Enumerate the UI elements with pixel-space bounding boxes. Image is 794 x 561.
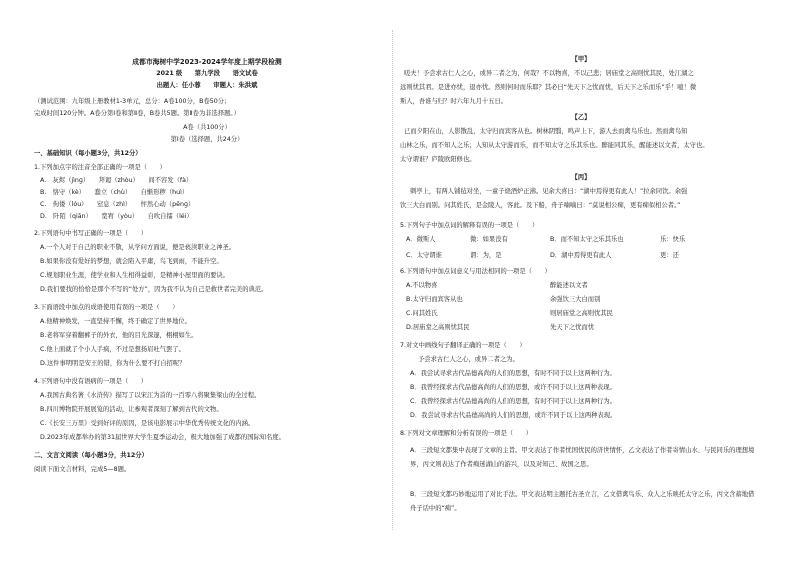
q7-option-a: A．我尝试寻求古代品德高尚的人们的思想，有时不同于以上这两种行为。 [410,370,616,377]
left-column [34,0,380,561]
q5-option-b-gloss: 乐：快乐 [660,236,686,243]
q6-option-c-right: 则居庙堂之高则忧其民 [550,310,613,317]
q6-option-b-left: B.太守归而宾客从也 [406,296,463,303]
q5-option-c-gloss: 谓：为，是 [470,252,502,259]
q6-option-c-left: C.问其姓氏 [406,310,438,317]
q7-option-b: B．我曾经探求古代品德高尚的人们的思想，或许不同于以上这两种表现。 [410,384,616,391]
section-2-title: 二、文言文阅读（每小题3分，共12分） [34,452,148,459]
q6-option-a-left: A.不以物喜 [406,282,438,289]
q5-option-a: A．微斯人 [406,236,436,243]
q6-option-d-left: D.居庙堂之高则忧其民 [406,324,470,331]
part-one-heading: 第Ⅰ卷（选择题，共24分） [170,136,244,143]
q3-option-a: A.他精神焕发，一直坚持不懈，终于确定了世界地位。 [40,318,192,325]
passage-yi-line-1: 已而夕阳在山，人影散乱，太守归而宾客从也。树林阴翳，鸣声上下，游人去而禽鸟乐也。然而禽鸟知 [404,128,688,135]
q2-option-d: D.我们要找的恰恰是那个不写的“处方”，因为我不认为自己是救世者完美的典范。 [40,286,268,293]
q3-option-c: C.他上面就了个小人手疯，不过是想扬眉吐气罢了。 [40,346,185,353]
q7-stem: 7.对文中画线句子翻译正确的一项是（ ） [400,342,526,349]
column-divider [392,30,393,530]
q6-option-a-right: 醉能述以文者 [550,282,588,289]
section-1-title: 一、基础知识（每小题3分，共12分） [34,150,142,157]
q2-option-c: C.规划职业生涯，使学业和人生相得益彰，是精神小屋里面的要诀。 [40,272,230,279]
passage-bing-line-1: 刺亭上，有两人铺毡对坐，一童子烧酒炉正沸。见余大喜曰：“湖中焉得更有此人！”拉余同饮。余强 [410,188,688,195]
q5-option-a-gloss: 微：如果没有 [470,236,508,243]
q2-option-b: B.如果你没有爱好的梦想，就会陷入平庸，鸟飞到雨，不能升空。 [40,258,223,265]
exam-title: 成都市海树中学2023-2024学年度上期学段检测 [132,58,282,66]
right-column [400,0,762,561]
volume-a-heading: A卷（共100分） [183,124,231,131]
passage-yi-line-3: 太守谓谁？庐陵欧阳修也。 [400,156,476,163]
q1-row-b: B. 恪守（kè） 蠢立（chù） 自惭形秽（huì） [40,189,189,196]
q8-stem: 8.下列对文章理解和分析有误的一项是（ ） [400,430,532,437]
q1-stem: 1.下列加点字的注音全部正确的一项是（ ） [34,164,166,171]
instructions-line-2: 完成时间120分钟。A卷分第Ⅰ卷和第Ⅱ卷，B卷共5题。第Ⅱ卷为非选择题。） [34,110,240,117]
passage-jia-line-3: 斯人，吾谁与归？时六年九月十五日。 [400,98,508,105]
grade-line: 2021 级 第九学段 语文试卷 [156,70,258,77]
passage-bing-line-2: 饮三大白而别。问其姓氏，是金陵人，客此。及下船，舟子喃喃曰：“莫说相公痴，更有痴似相公者。” [400,202,681,209]
q5-option-d: D．湖中焉得更有此人 [550,252,612,259]
q2-stem: 2.下列语句中书写正确的一项是（ ） [34,230,148,237]
q3-option-b: B.老将军穿着翻裤子的外衣，他的目光深邃，栩栩如生。 [40,332,198,339]
q5-stem: 5.下列句子中加点词的解释有误的一项是（ ） [400,222,539,229]
q1-row-d: D. 阡陌（qiān） 宽宥（yòu） 自吹自擂（léi） [40,213,193,220]
q5-option-b: B．而不知太守之乐其乐也 [550,236,624,243]
section-2-intro: 阅读下面文言材料，完成5—8题。 [34,466,131,473]
q4-option-c: C.《长安三万里》受到好评的原因，是该电影展示中华优秀传统文化的内涵。 [40,420,255,427]
q3-stem: 3.下面语段中加点的成语使用有误的一项是（ ） [34,304,179,311]
passage-yi-line-2: 山林之乐，而不知人之乐；人知从太守游而乐，而不知太守之乐其乐也。醉能同其乐，醒能述以文者，太守也。 [400,142,709,149]
q2-option-a: A.一个人对于自己的职业不敬，从学问方面说，便是亵渎职业之神圣。 [40,244,236,251]
passage-jia-line-2: 远则忧其君。是进亦忧，退亦忧。然则何时而乐耶？其必曰“先天下之忧而忧，后天下之乐而乐”乎！噫！微 [400,84,697,91]
q7-quote: 予尝求古仁人之心，或异二者之为。 [418,356,519,363]
q6-option-d-right: 先天下之忧而忧 [550,324,595,331]
q6-stem: 6.下列语句中加点词意义与用法相同的一项是（ ） [400,268,551,275]
q6-option-b-right: 余强饮三大白而别 [550,296,601,303]
q4-stem: 4.下列语句中没有语病的一项是（ ） [34,378,148,385]
q1-row-a: A. 灰烬（jìnɡ） 拜谒（zhòu） 间不容发（fà） [40,177,193,184]
passage-jia-title: 【甲】 [571,56,591,63]
instructions-line-1: （测试范围：九年级上册教材1-3单元，总分：A卷100分，B卷50分； [34,98,231,105]
authors-line: 出题人：任小蓉 审题人：朱洪斌 [156,82,258,89]
q3-option-d: D.这件事明明是安王的错，你为什么要不打自招呢？ [40,360,186,367]
q5-option-d-gloss: 更：还 [660,252,679,259]
q4-option-a: A.我国古典名著《水浒传》描写了以宋江为首的一百零八将聚集梁山的全过程。 [40,392,261,399]
passage-jia-line-1: 嗟夫！予尝求古仁人之心，或异二者之为，何哉？不以物喜，不以己悲；居庙堂之高则忧其民，处江湖之 [404,70,694,77]
passage-bing-title: 【丙】 [571,174,591,181]
passage-yi-title: 【乙】 [571,114,591,121]
q7-option-c: C．我曾经探求古代品德高尚的人们的思想，有时不同于以上这两种行为。 [410,398,616,405]
q7-option-d: D．我尝试寻求古代品德高尚的人们的思想，或许不同于以上这两种表现。 [410,412,617,419]
q4-option-d: D.2023年成都举办的第31届世界大学生夏季运动会，极大地加强了成都的国际知名度。 [40,434,285,441]
q5-option-c: C．太守谓谁 [406,252,442,259]
q4-option-b: B.四川博物院开展展览的活动，让参观者深刻了解到古代的文物。 [40,406,223,413]
q1-row-c: C. 佝偻（lóu） 窒息（zhì） 怦然心动（pēnɡ） [40,201,195,208]
q8-option-b: B．三段短文都巧妙地运用了对比手法。甲文表达明主题托古圣立言，乙文借禽鸟乐、众人之乐映托太守之乐，丙文含蓄地借舟子话中的“痴”。 [410,491,755,512]
q8-option-a: A．三段短文都集中表现了文章的主旨。甲文表达了作者忧国忧民的济世情怀，乙文表达了作者寄情山水、与民同乐的理想境界，丙文则表达了作者痴迷湖山的游兴，以及对知己、故国之思。 [410,447,755,468]
